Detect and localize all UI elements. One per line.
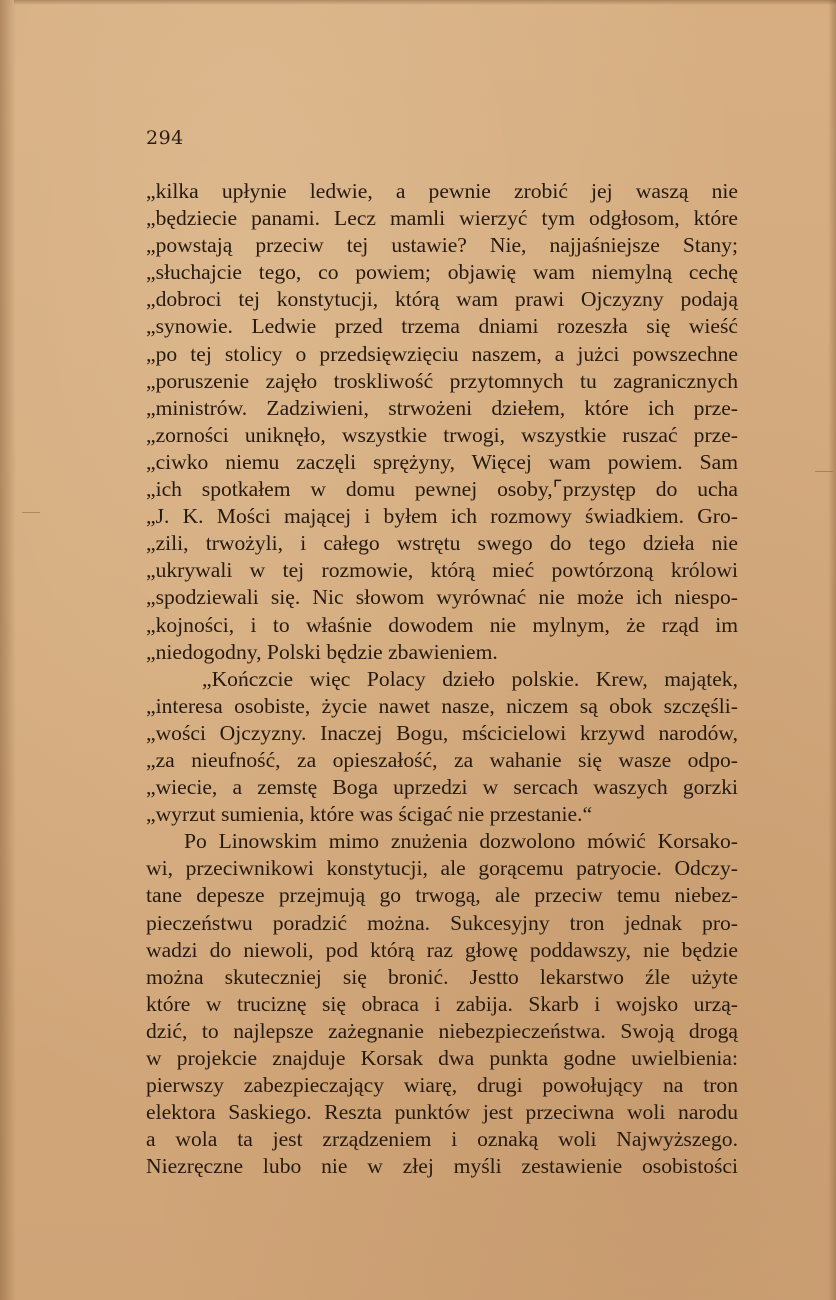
text-line: dzić, to najlepsze zażegnanie niebezpieczeństwa. Swoją drogą <box>146 1018 738 1043</box>
text-line: Niezręczne lubo nie w złej myśli zestawienie osobistości <box>146 1154 738 1179</box>
text-line: „ukrywali w tej rozmowie, którą mieć powtórzoną królowi <box>146 558 738 583</box>
text-line: „Kończcie więc Polacy dzieło polskie. Krew, majątek, <box>202 666 738 691</box>
text-line: „niedogodny, Polski będzie zbawieniem. <box>146 639 498 664</box>
text-line: które w truciznę się obraca i zabija. Skarb i wojsko urzą- <box>146 991 738 1016</box>
page-top-edge-shadow <box>14 0 836 5</box>
text-line: „ministrów. Zadziwieni, strwożeni dziełem, które ich prze- <box>146 395 738 420</box>
text-line: „spodziewali się. Nic słowom wyrównać nie może ich niespo- <box>146 585 738 610</box>
text-line: „ciwko niemu zaczęli sprężyny, Więcej wam powiem. Sam <box>146 449 738 474</box>
text-line: pierwszy zabezpieczający wiarę, drugi powołujący na tron <box>146 1073 738 1098</box>
page-number: 294 <box>146 127 184 149</box>
page-left-edge-shadow <box>0 0 16 1300</box>
text-line: wadzi do niewoli, pod którą raz głowę poddawszy, nie będzie <box>146 937 738 962</box>
text-line: wi, przeciwnikowi konstytucji, ale gorącemu patryocie. Odczy- <box>146 856 738 881</box>
text-line: „będziecie panami. Lecz mamli wierzyć tym odgłosom, które <box>146 206 738 231</box>
text-line: w projekcie znajduje Korsak dwa punkta godne uwielbienia: <box>146 1046 738 1070</box>
body-text <box>146 178 738 1180</box>
margin-mark-left <box>22 512 40 513</box>
text-line: „ich spotkałem w domu pewnej osoby,⌜przystęp do ucha <box>146 477 738 502</box>
text-line: „kilka upłynie ledwie, a pewnie zrobić jej waszą nie <box>146 179 738 203</box>
text-line: „po tej stolicy o przedsięwzięciu naszem, a jużci powszechne <box>146 341 738 366</box>
text-line: „zili, trwożyli, i całego wstrętu swego do tego dzieła nie <box>146 531 738 556</box>
text-line: „synowie. Ledwie przed trzema dniami rozeszła się wieść <box>146 314 738 339</box>
text-line: a wola ta jest zrządzeniem i oznaką woli Najwyższego. <box>146 1127 738 1152</box>
text-line: tane depesze przejmują go trwogą, ale przeciw temu niebez- <box>146 883 738 908</box>
text-line: „dobroci tej konstytucji, którą wam prawi Ojczyzny podają <box>146 287 738 312</box>
page-right-edge-shadow <box>828 0 836 1300</box>
text-line: „powstają przeciw tej ustawie? Nie, najjaśniejsze Stany; <box>146 233 738 258</box>
text-line: elektora Saskiego. Reszta punktów jest przeciwna woli narodu <box>146 1100 738 1125</box>
text-line: „zorności uniknęło, wszystkie trwogi, wszystkie ruszać prze- <box>146 422 738 447</box>
text-line: „wiecie, a zemstę Boga uprzedzi w sercach waszych gorzki <box>146 775 738 800</box>
text-line: „słuchajcie tego, co powiem; objawię wam niemylną cechę <box>146 260 738 285</box>
text-line: „J. K. Mości mającej i byłem ich rozmowy świadkiem. Gro- <box>146 504 738 529</box>
text-line: „interesa osobiste, życie nawet nasze, niczem są obok szczęśli- <box>146 693 738 718</box>
text-line: „kojności, i to właśnie dowodem nie mylnym, że rząd im <box>146 612 738 637</box>
text-line: można skuteczniej się bronić. Jestto lekarstwo źle użyte <box>146 964 738 989</box>
text-line: „wyrzut sumienia, które was ścigać nie przestanie.“ <box>146 802 593 827</box>
text-line: „wości Ojczyzny. Inaczej Bogu, mścicielowi krzywd narodów, <box>146 720 738 745</box>
text-line: „za nieufność, za opieszałość, za wahanie się wasze odpo- <box>146 747 738 772</box>
text-line: pieczeństwu poradzić można. Sukcesyjny tron jednak pro- <box>146 910 738 935</box>
text-line: Po Linowskim mimo znużenia dozwolono mówić Korsako- <box>184 829 738 854</box>
text-line: „poruszenie zajęło troskliwość przytomnych tu zagranicznych <box>146 368 738 393</box>
margin-mark-right <box>815 471 833 472</box>
